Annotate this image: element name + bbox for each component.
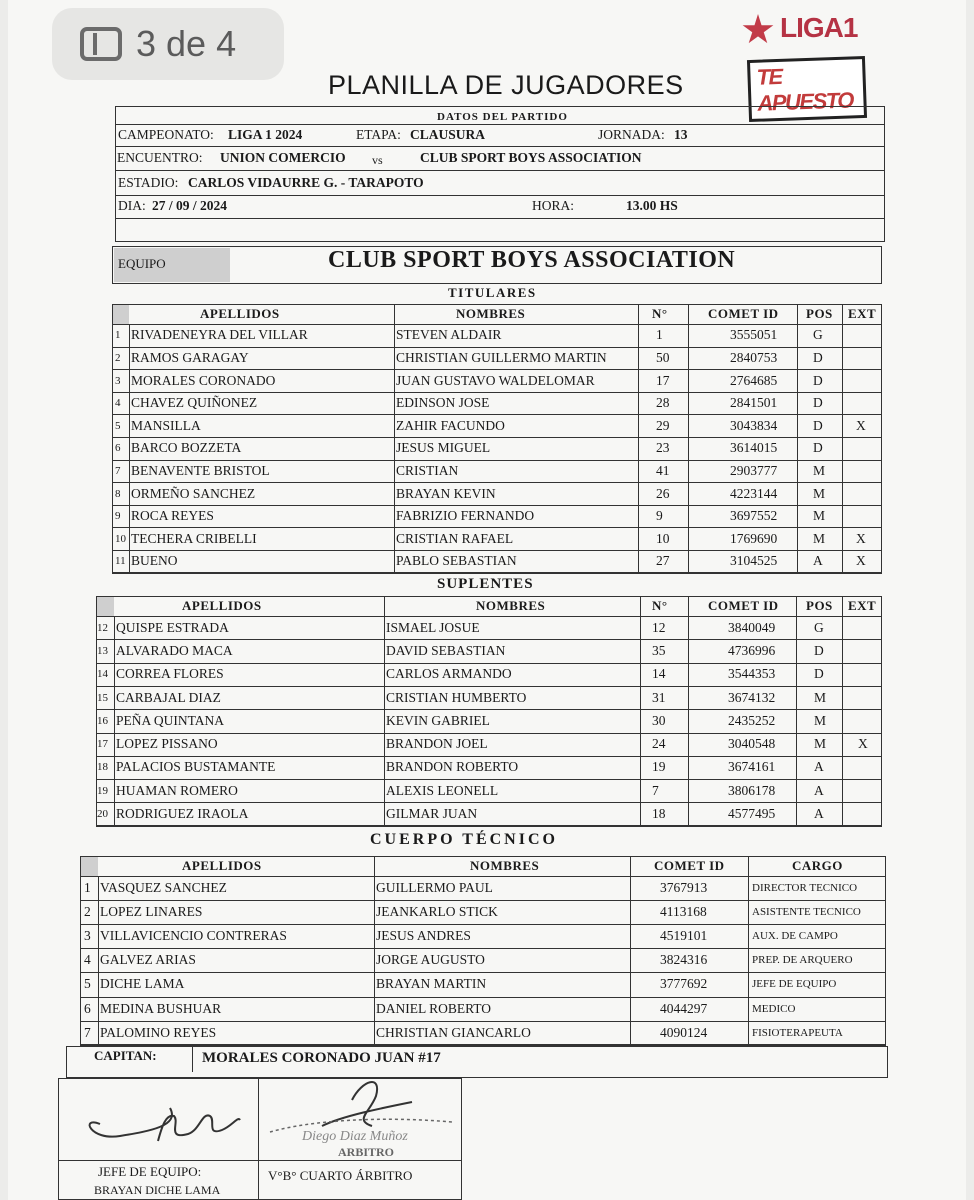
staff-cell-apellido: MEDINA BUSHUAR (100, 1000, 222, 1016)
substitute-cell-pos: A (814, 782, 824, 798)
staff-cell-apellido: GALVEZ ARIAS (100, 952, 196, 968)
substitute-header-pos: POS (806, 598, 833, 613)
starter-cell-pos: D (813, 395, 823, 411)
starter-cell-num: 29 (656, 417, 670, 433)
substitute-cell-pos: M (814, 689, 827, 705)
starter-cell-comet: 1769690 (730, 530, 778, 546)
starter-cell-num: 17 (656, 372, 670, 388)
substitute-cell-pos: M (814, 712, 827, 728)
substitute-cell-n: 16 (97, 714, 108, 727)
substitute-cell-nombre: KEVIN GABRIEL (386, 712, 490, 728)
starter-cell-apellido: RAMOS GARAGAY (131, 349, 249, 365)
starter-cell-num: 28 (656, 395, 670, 411)
substitute-cell-pos: A (814, 759, 824, 775)
staff-heading: CUERPO TÉCNICO (370, 831, 558, 848)
starter-cell-nombre: FABRIZIO FERNANDO (396, 508, 535, 524)
substitute-cell-ext: X (858, 736, 868, 752)
match-label: ENCUENTRO: (117, 150, 203, 165)
starter-cell-pos: D (813, 440, 823, 456)
substitute-cell-apellido: RODRIGUEZ IRAOLA (116, 806, 249, 822)
substitute-cell-n: 14 (97, 668, 108, 681)
starter-cell-apellido: ROCA REYES (131, 508, 214, 524)
time-label: HORA: (532, 198, 575, 213)
substitute-cell-n: 17 (97, 738, 108, 751)
staff-cell-nombre: JEANKARLO STICK (376, 904, 498, 920)
team-manager-label: JEFE DE EQUIPO: (98, 1164, 202, 1179)
captain-box (66, 1046, 888, 1078)
captain-value: MORALES CORONADO JUAN #17 (202, 1050, 441, 1066)
team-manager-name: BRAYAN DICHE LAMA (94, 1183, 221, 1197)
starter-cell-ext: X (856, 530, 866, 546)
starter-cell-pos: D (813, 417, 823, 433)
substitute-cell-num: 19 (652, 759, 666, 775)
starter-cell-num: 41 (656, 462, 670, 478)
substitute-cell-num: 18 (652, 806, 666, 822)
substitute-cell-num: 31 (652, 689, 666, 705)
fourth-referee-label: V°B° CUARTO ÁRBITRO (268, 1168, 413, 1183)
staff-cell-cargo: DIRECTOR TECNICO (752, 882, 858, 895)
starter-cell-num: 9 (656, 508, 663, 524)
staff-cell-n: 1 (84, 880, 91, 896)
substitute-cell-num: 30 (652, 712, 666, 728)
substitute-cell-comet: 3674161 (728, 759, 776, 775)
staff-cell-apellido: PALOMINO REYES (100, 1024, 217, 1040)
team-manager-signature (70, 1086, 250, 1156)
substitute-cell-pos: D (814, 642, 824, 658)
substitute-cell-apellido: CORREA FLORES (116, 666, 224, 682)
starter-header-ext: EXT (848, 306, 877, 321)
starter-cell-n: 11 (115, 555, 126, 568)
staff-cell-nombre: JORGE AUGUSTO (376, 952, 485, 968)
starter-cell-n: 10 (115, 532, 126, 545)
staff-cell-comet: 3824316 (660, 952, 708, 968)
substitute-cell-n: 18 (97, 761, 108, 774)
starter-cell-ext: X (856, 553, 866, 569)
versus-label: vs (372, 153, 383, 167)
substitute-cell-num: 35 (652, 642, 666, 658)
staff-cell-apellido: VASQUEZ SANCHEZ (100, 880, 227, 896)
stadium-value: CARLOS VIDAURRE G. - TARAPOTO (188, 175, 424, 190)
substitute-cell-nombre: CARLOS ARMANDO (386, 666, 512, 682)
starter-cell-comet: 4223144 (730, 485, 778, 501)
starter-cell-num: 10 (656, 530, 670, 546)
starter-cell-num: 26 (656, 485, 670, 501)
starter-cell-pos: D (813, 372, 823, 388)
starter-cell-nombre: ZAHIR FACUNDO (396, 417, 505, 433)
starter-cell-n: 7 (115, 464, 121, 477)
starter-cell-n: 6 (115, 442, 121, 455)
staff-header-comet: COMET ID (654, 858, 725, 873)
document-title: PLANILLA DE JUGADORES (328, 70, 684, 100)
staff-cell-n: 3 (84, 928, 91, 944)
substitute-cell-pos: D (814, 666, 824, 682)
staff-cell-cargo: AUX. DE CAMPO (752, 930, 838, 943)
staff-header-nombres: NOMBRES (470, 858, 540, 873)
stage-value: CLAUSURA (410, 127, 486, 142)
starter-cell-nombre: EDINSON JOSE (396, 395, 490, 411)
starter-cell-comet: 2903777 (730, 462, 778, 478)
substitute-cell-nombre: ALEXIS LEONELL (386, 782, 499, 798)
substitute-cell-nombre: BRANDON JOEL (386, 736, 488, 752)
staff-cell-comet: 4113168 (660, 904, 707, 920)
page-indicator-label: 3 de 4 (136, 23, 237, 64)
substitute-cell-comet: 3674132 (728, 689, 776, 705)
stamp-name: Diego Diaz Muñoz (302, 1129, 408, 1144)
staff-cell-cargo: JEFE DE EQUIPO (752, 978, 837, 991)
starter-cell-n: 2 (115, 351, 121, 364)
substitute-cell-comet: 4577495 (728, 806, 776, 822)
substitute-cell-apellido: HUAMAN ROMERO (116, 782, 238, 798)
staff-cell-comet: 4090124 (660, 1024, 708, 1040)
substitute-cell-apellido: CARBAJAL DIAZ (116, 689, 221, 705)
substitute-cell-n: 15 (97, 691, 108, 704)
starter-cell-num: 27 (656, 553, 670, 569)
staff-cell-cargo: ASISTENTE TECNICO (752, 906, 861, 919)
starter-cell-pos: M (813, 508, 826, 524)
starter-cell-n: 1 (115, 329, 121, 342)
liga1-logo (742, 12, 866, 116)
substitute-cell-apellido: PEÑA QUINTANA (116, 712, 225, 728)
starter-cell-n: 5 (115, 419, 121, 432)
starter-cell-nombre: CHRISTIAN GUILLERMO MARTIN (396, 349, 607, 365)
starter-cell-comet: 2841501 (730, 395, 778, 411)
staff-cell-nombre: GUILLERMO PAUL (376, 880, 493, 896)
starter-cell-n: 8 (115, 487, 121, 500)
starter-cell-comet: 3043834 (730, 417, 778, 433)
team-label: EQUIPO (118, 256, 166, 271)
star-icon (742, 14, 774, 46)
home-team: UNION COMERCIO (220, 150, 346, 165)
starter-cell-comet: 3697552 (730, 508, 778, 524)
staff-cell-n: 6 (84, 1000, 91, 1016)
staff-cell-nombre: JESUS ANDRES (376, 928, 471, 944)
starter-cell-n: 9 (115, 510, 121, 523)
date-value: 27 / 09 / 2024 (152, 198, 228, 213)
staff-cell-cargo: FISIOTERAPEUTA (752, 1026, 843, 1039)
substitute-cell-n: 13 (97, 644, 108, 657)
starter-cell-num: 1 (656, 327, 663, 343)
staff-header-cargo: CARGO (792, 858, 843, 873)
substitute-cell-comet: 3806178 (728, 782, 776, 798)
substitute-header-num: N° (652, 598, 668, 613)
substitute-cell-apellido: QUISPE ESTRADA (116, 619, 229, 635)
substitute-cell-apellido: PALACIOS BUSTAMANTE (116, 759, 276, 775)
substitute-cell-num: 7 (652, 782, 659, 798)
starter-cell-pos: M (813, 530, 826, 546)
starter-cell-nombre: BRAYAN KEVIN (396, 485, 496, 501)
page-indicator[interactable] (52, 8, 284, 80)
substitute-cell-num: 12 (652, 619, 666, 635)
liga1-logo-text: LIGA1 (780, 12, 858, 43)
starter-cell-pos: D (813, 349, 823, 365)
starter-cell-nombre: STEVEN ALDAIR (396, 327, 502, 343)
staff-cell-apellido: DICHE LAMA (100, 976, 185, 992)
championship-value: LIGA 1 2024 (228, 127, 303, 142)
starters-heading: TITULARES (448, 285, 537, 300)
substitute-cell-nombre: ISMAEL JOSUE (386, 619, 480, 635)
substitute-cell-nombre: CRISTIAN HUMBERTO (386, 689, 527, 705)
starter-cell-nombre: JESUS MIGUEL (396, 440, 491, 456)
substitute-cell-nombre: BRANDON ROBERTO (386, 759, 519, 775)
substitute-cell-apellido: LOPEZ PISSANO (116, 736, 218, 752)
starter-cell-ext: X (856, 417, 866, 433)
starter-cell-apellido: BUENO (131, 553, 178, 569)
starter-cell-comet: 2840753 (730, 349, 778, 365)
match-data-title: DATOS DEL PARTIDO (437, 111, 568, 123)
starter-cell-num: 50 (656, 349, 670, 365)
staff-cell-nombre: BRAYAN MARTIN (376, 976, 487, 992)
staff-cell-n: 7 (84, 1024, 91, 1040)
substitute-cell-comet: 2435252 (728, 712, 776, 728)
starter-cell-apellido: CHAVEZ QUIÑONEZ (131, 395, 258, 411)
stadium-label: ESTADIO: (118, 175, 179, 190)
time-value: 13.00 HS (626, 198, 678, 213)
te-apuesto-logo: TE APUESTO (747, 56, 867, 122)
staff-cell-comet: 4044297 (660, 1000, 708, 1016)
substitute-cell-nombre: DAVID SEBASTIAN (386, 642, 506, 658)
round-label: JORNADA: (598, 127, 665, 142)
substitute-header-nombres: NOMBRES (476, 598, 546, 613)
starter-header-apellidos: APELLIDOS (200, 306, 280, 321)
starter-cell-apellido: ORMEÑO SANCHEZ (131, 485, 256, 501)
starter-header-pos: POS (806, 306, 833, 321)
starter-cell-nombre: CRISTIAN RAFAEL (396, 530, 514, 546)
staff-cell-cargo: MEDICO (752, 1002, 796, 1015)
starter-cell-comet: 3104525 (730, 553, 778, 569)
substitute-cell-comet: 4736996 (728, 642, 776, 658)
starter-header-num: N° (652, 306, 668, 321)
substitute-cell-num: 24 (652, 736, 666, 752)
stage-label: ETAPA: (356, 127, 401, 142)
starter-header-nombres: NOMBRES (456, 306, 526, 321)
starter-cell-apellido: RIVADENEYRA DEL VILLAR (131, 327, 308, 343)
starter-cell-n: 4 (115, 397, 121, 410)
starter-cell-pos: M (813, 462, 826, 478)
date-label: DIA: (118, 198, 146, 213)
staff-cell-apellido: LOPEZ LINARES (100, 904, 203, 920)
stamp-role: ARBITRO (338, 1145, 395, 1159)
substitute-cell-apellido: ALVARADO MACA (116, 642, 233, 658)
staff-cell-n: 2 (84, 904, 91, 920)
substitute-cell-pos: G (814, 619, 824, 635)
starter-cell-apellido: MORALES CORONADO (131, 372, 276, 388)
starter-cell-num: 23 (656, 440, 670, 456)
starter-cell-pos: A (813, 553, 823, 569)
starter-cell-comet: 3614015 (730, 440, 778, 456)
staff-cell-comet: 3777692 (660, 976, 708, 992)
substitute-cell-n: 19 (97, 784, 108, 797)
subs-heading: SUPLENTES (437, 576, 534, 592)
starter-cell-pos: G (813, 327, 823, 343)
starter-cell-apellido: BARCO BOZZETA (131, 440, 242, 456)
substitute-cell-comet: 3544353 (728, 666, 776, 682)
round-value: 13 (674, 127, 688, 142)
starter-cell-comet: 3555051 (730, 327, 778, 343)
substitute-header-ext: EXT (848, 598, 877, 613)
substitute-cell-pos: A (814, 806, 824, 822)
substitute-cell-nombre: GILMAR JUAN (386, 806, 478, 822)
pages-icon (80, 27, 122, 61)
staff-cell-comet: 4519101 (660, 928, 708, 944)
away-team: CLUB SPORT BOYS ASSOCIATION (420, 150, 642, 165)
substitute-cell-comet: 3040548 (728, 736, 776, 752)
substitute-header-apellidos: APELLIDOS (182, 598, 262, 613)
starter-cell-nombre: JUAN GUSTAVO WALDELOMAR (396, 372, 595, 388)
staff-cell-comet: 3767913 (660, 880, 708, 896)
staff-cell-n: 5 (84, 976, 91, 992)
starter-cell-pos: M (813, 485, 826, 501)
staff-header-apellidos: APELLIDOS (182, 858, 262, 873)
staff-cell-cargo: PREP. DE ARQUERO (752, 954, 853, 967)
substitute-cell-n: 12 (97, 621, 108, 634)
substitute-cell-n: 20 (97, 808, 108, 821)
starter-cell-apellido: MANSILLA (131, 417, 201, 433)
starter-cell-apellido: TECHERA CRIBELLI (131, 530, 257, 546)
starter-cell-nombre: PABLO SEBASTIAN (396, 553, 517, 569)
substitute-cell-pos: M (814, 736, 827, 752)
referee-signature-stamp (262, 1060, 460, 1160)
substitute-cell-num: 14 (652, 666, 666, 682)
starter-cell-n: 3 (115, 374, 121, 387)
staff-cell-nombre: CHRISTIAN GIANCARLO (376, 1024, 531, 1040)
substitute-cell-comet: 3840049 (728, 619, 776, 635)
team-name: CLUB SPORT BOYS ASSOCIATION (328, 247, 736, 273)
starter-header-comet: COMET ID (708, 306, 779, 321)
substitute-header-comet: COMET ID (708, 598, 779, 613)
championship-label: CAMPEONATO: (118, 127, 214, 142)
staff-cell-n: 4 (84, 952, 91, 968)
staff-cell-apellido: VILLAVICENCIO CONTRERAS (100, 928, 287, 944)
staff-cell-nombre: DANIEL ROBERTO (376, 1000, 492, 1016)
starter-cell-apellido: BENAVENTE BRISTOL (131, 462, 270, 478)
starter-cell-nombre: CRISTIAN (396, 462, 459, 478)
captain-label: CAPITAN: (94, 1048, 157, 1063)
starter-cell-comet: 2764685 (730, 372, 778, 388)
